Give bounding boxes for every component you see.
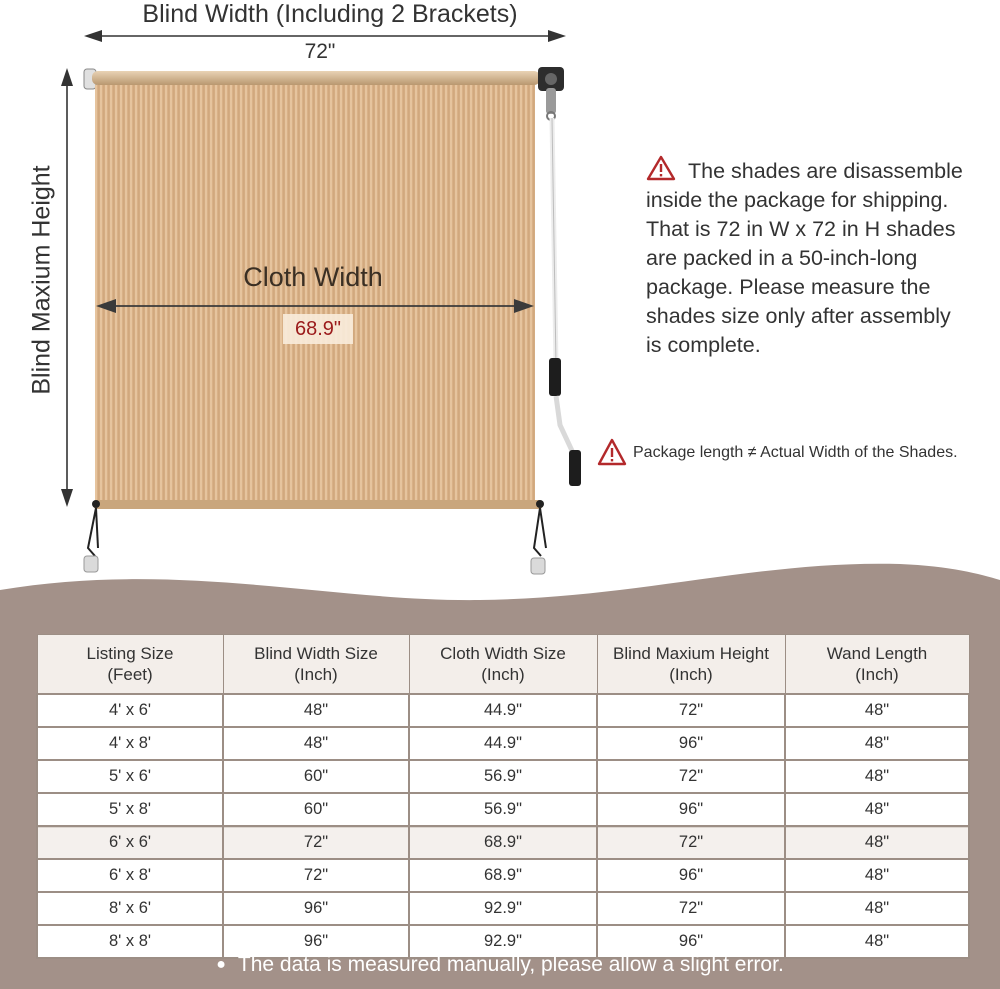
height-arrow [61, 68, 73, 507]
table-cell: 8' x 8' [37, 925, 223, 958]
note-line: shades size only after assembly [646, 304, 951, 328]
blind-width-label: Blind Width (Including 2 Brackets) [142, 0, 518, 28]
size-table [36, 634, 970, 959]
table-cell: 96" [597, 859, 785, 892]
table-cell: 56.9" [409, 760, 597, 793]
table-row-highlighted [37, 826, 969, 859]
table-row [37, 694, 969, 727]
table-row [37, 859, 969, 892]
table-cell: 68.9" [409, 859, 597, 892]
table-cell: 56.9" [409, 793, 597, 826]
header-listing-size: Listing Size (Feet) [37, 635, 223, 695]
table-cell: 44.9" [409, 727, 597, 760]
table-cell: 68.9" [409, 826, 597, 859]
cloth-width-label: Cloth Width [243, 262, 383, 292]
cloth-width-value: 68.9" [283, 314, 353, 344]
table-cell: 44.9" [409, 694, 597, 727]
header-wand-length: Wand Length (Inch) [785, 635, 969, 695]
table-cell: 48" [785, 859, 969, 892]
size-table-container [36, 634, 968, 959]
footnote-text: The data is measured manually, please allow a slight error. [237, 953, 784, 976]
table-cell: 6' x 6' [37, 826, 223, 859]
note-line: The shades are disassemble [646, 155, 986, 186]
table-cell: 48" [785, 760, 969, 793]
table-cell: 48" [785, 925, 969, 958]
table-row [37, 793, 969, 826]
table-cell: 72" [597, 694, 785, 727]
table-cell: 5' x 6' [37, 760, 223, 793]
table-cell: 72" [223, 859, 409, 892]
table-cell: 60" [223, 760, 409, 793]
table-cell: 92.9" [409, 892, 597, 925]
warning-icon [646, 155, 676, 181]
header-max-height: Blind Maxium Height (Inch) [597, 635, 785, 695]
table-cell: 60" [223, 793, 409, 826]
table-cell: 96" [597, 925, 785, 958]
shipping-note [646, 155, 986, 360]
table-cell: 72" [597, 892, 785, 925]
table-cell: 48" [785, 793, 969, 826]
package-note: Package length ≠ Actual Width of the Shades. [633, 444, 958, 461]
table-cell: 96" [597, 793, 785, 826]
note-line: inside the package for shipping. [646, 188, 949, 212]
table-cell: 72" [597, 826, 785, 859]
footnote [0, 953, 1000, 977]
table-cell: 96" [597, 727, 785, 760]
table-header-row [37, 635, 969, 695]
table-cell: 72" [223, 826, 409, 859]
table-cell: 5' x 8' [37, 793, 223, 826]
table-cell: 92.9" [409, 925, 597, 958]
table-cell: 48" [223, 694, 409, 727]
table-cell: 48" [785, 892, 969, 925]
table-cell: 48" [785, 826, 969, 859]
table-cell: 48" [785, 694, 969, 727]
shade-illustration [0, 0, 600, 600]
header-blind-width: Blind Width Size (Inch) [223, 635, 409, 695]
height-label: Blind Maxium Height [27, 165, 56, 395]
blind-width-value: 72" [304, 40, 336, 63]
table-cell: 4' x 6' [37, 694, 223, 727]
table-cell: 48" [223, 727, 409, 760]
bullet-icon: ● [216, 956, 226, 973]
note-line: That is 72 in W x 72 in H shades [646, 217, 956, 241]
table-row [37, 760, 969, 793]
note-line: package. Please measure the [646, 275, 931, 299]
note-line: is complete. [646, 333, 761, 357]
header-cloth-width: Cloth Width Size (Inch) [409, 635, 597, 695]
table-cell: 8' x 6' [37, 892, 223, 925]
table-cell: 96" [223, 925, 409, 958]
table-row [37, 892, 969, 925]
table-cell: 48" [785, 727, 969, 760]
table-row [37, 727, 969, 760]
note-line: are packed in a 50-inch-long [646, 246, 918, 270]
table-cell: 96" [223, 892, 409, 925]
warning-icon [597, 438, 627, 466]
table-cell: 6' x 8' [37, 859, 223, 892]
table-cell: 72" [597, 760, 785, 793]
table-cell: 4' x 8' [37, 727, 223, 760]
